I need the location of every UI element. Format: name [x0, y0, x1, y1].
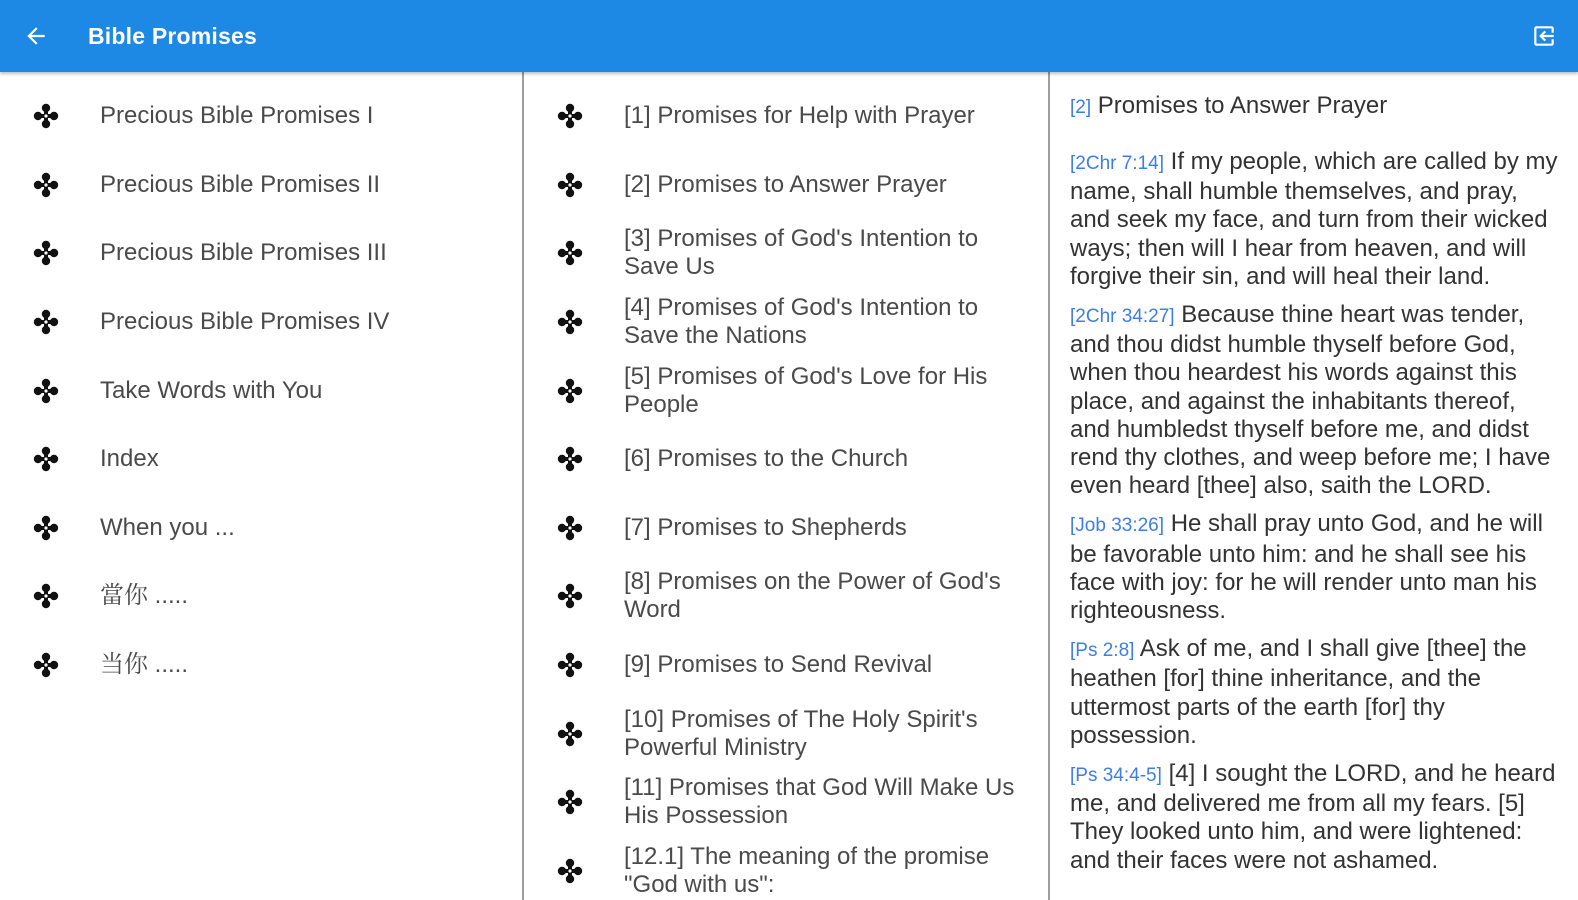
section-heading [1070, 92, 1560, 122]
chapter-list-pane [524, 72, 1050, 900]
app-title: Bible Promises [88, 22, 257, 49]
cross-icon [30, 580, 62, 612]
list-item-label: When you ... [100, 513, 235, 541]
list-item-label: [9] Promises to Send Revival [624, 651, 933, 679]
list-item[interactable] [0, 288, 522, 357]
cross-icon [554, 169, 586, 201]
list-item[interactable] [524, 837, 1048, 900]
verse [1070, 760, 1560, 875]
verse-text: If my people, which are called by my name, shall humble themselves, and pray, and seek my face, and turn from their wicked ways; then will I hear from heaven, and will forgive their sin, and will heal their land. [1070, 148, 1558, 290]
book-list-pane [0, 72, 524, 900]
section-title: Promises to Answer Prayer [1097, 92, 1388, 119]
cross-icon [30, 306, 62, 338]
chapter-list [524, 72, 1048, 900]
cross-icon [30, 100, 62, 132]
verse-text: Ask of me, and I shall give [thee] the heathen [for] thine inheritance, and the uttermost parts of the earth [for] thy possession. [1070, 635, 1527, 749]
list-item-label: Precious Bible Promises I [100, 102, 374, 130]
cross-icon [30, 169, 62, 201]
verse-list [1070, 148, 1560, 875]
verse [1070, 148, 1560, 291]
list-item[interactable] [0, 356, 522, 425]
list-item[interactable] [0, 494, 522, 563]
list-item[interactable] [524, 151, 1048, 220]
section-ref[interactable]: [2] [1070, 97, 1092, 118]
verse-text: Because thine heart was tender, and thou didst humble thyself before God, when thou heardest his words against this place, and against the inhabitants thereof, and humbledst thyself before me, and didst rend thy clothes, and weep before me; I have even heard [thee] also, saith the LORD. [1070, 301, 1551, 500]
list-item[interactable] [524, 562, 1048, 631]
app-bar [0, 0, 1578, 72]
back-button[interactable] [0, 0, 72, 72]
list-item-label: [8] Promises on the Power of God's Word [624, 568, 1001, 624]
list-item-label: Precious Bible Promises II [100, 170, 381, 198]
list-item-label: Precious Bible Promises III [100, 239, 387, 267]
list-item-label: [6] Promises to the Church [624, 445, 909, 473]
verse-text: [4] I sought the LORD, and he heard me, and delivered me from all my fears. [5] They looked unto him, and were lightened: and their faces were not ashamed. [1070, 760, 1556, 874]
list-item[interactable] [524, 768, 1048, 837]
cross-icon [554, 306, 586, 338]
list-item-label: [3] Promises of God's Intention to Save Us [624, 225, 979, 281]
exit-button[interactable] [1526, 18, 1562, 54]
list-item[interactable] [524, 699, 1048, 768]
list-item-label: 當你 ..... [100, 582, 189, 610]
cross-icon [554, 375, 586, 407]
list-item[interactable] [524, 219, 1048, 288]
verse [1070, 635, 1560, 750]
list-item-label: 当你 ..... [100, 651, 189, 679]
list-item-label: [4] Promises of God's Intention to Save the Nations [624, 294, 979, 350]
content-panes [0, 72, 1578, 900]
arrow-left-icon [23, 23, 49, 49]
cross-icon [554, 649, 586, 681]
cross-icon [554, 718, 586, 750]
list-item-label: [12.1] The meaning of the promise "God with us": [624, 842, 990, 898]
list-item[interactable] [524, 288, 1048, 357]
cross-icon [554, 443, 586, 475]
cross-icon [554, 580, 586, 612]
cross-icon [554, 512, 586, 544]
exit-icon [1531, 23, 1557, 49]
verse-ref-link[interactable]: [2Chr 34:27] [1070, 306, 1175, 328]
list-item[interactable] [524, 494, 1048, 563]
verse-pane [1050, 72, 1578, 900]
cross-icon [554, 100, 586, 132]
cross-icon [554, 237, 586, 269]
list-item-label: [5] Promises of God's Love for His People [624, 362, 988, 418]
list-item[interactable] [524, 356, 1048, 425]
list-item[interactable] [524, 82, 1048, 151]
cross-icon [30, 512, 62, 544]
verse-ref-link[interactable]: [Ps 2:8] [1070, 640, 1135, 662]
cross-icon [30, 649, 62, 681]
list-item-label: [10] Promises of The Holy Spirit's Powerful Ministry [624, 705, 978, 761]
list-item[interactable] [0, 219, 522, 288]
list-item[interactable] [0, 425, 522, 494]
verse-ref-link[interactable]: [Job 33:26] [1070, 515, 1165, 537]
list-item-label: Precious Bible Promises IV [100, 308, 390, 336]
list-item[interactable] [0, 631, 522, 700]
list-item[interactable] [0, 562, 522, 631]
verse [1070, 510, 1560, 625]
verse-text: He shall pray unto God, and he will be favorable unto him: and he shall see his face with joy: for he will render unto man his righteousness. [1070, 510, 1543, 625]
list-item-label: [2] Promises to Answer Prayer [624, 170, 947, 198]
cross-icon [554, 855, 586, 887]
cross-icon [30, 375, 62, 407]
list-item[interactable] [524, 425, 1048, 494]
list-item-label: [1] Promises for Help with Prayer [624, 102, 975, 130]
list-item[interactable] [0, 151, 522, 220]
list-item-label: [7] Promises to Shepherds [624, 513, 907, 541]
list-item[interactable] [0, 82, 522, 151]
cross-icon [30, 237, 62, 269]
list-item[interactable] [524, 631, 1048, 700]
verse [1070, 301, 1560, 500]
list-item-label: Take Words with You [100, 376, 323, 404]
verse-ref-link[interactable]: [2Chr 7:14] [1070, 153, 1164, 174]
cross-icon [30, 443, 62, 475]
list-item-label: Index [100, 445, 159, 473]
cross-icon [554, 786, 586, 818]
book-list [0, 72, 522, 699]
verse-ref-link[interactable]: [Ps 34:4-5] [1070, 765, 1162, 787]
list-item-label: [11] Promises that God Will Make Us His Possession [624, 774, 1015, 830]
